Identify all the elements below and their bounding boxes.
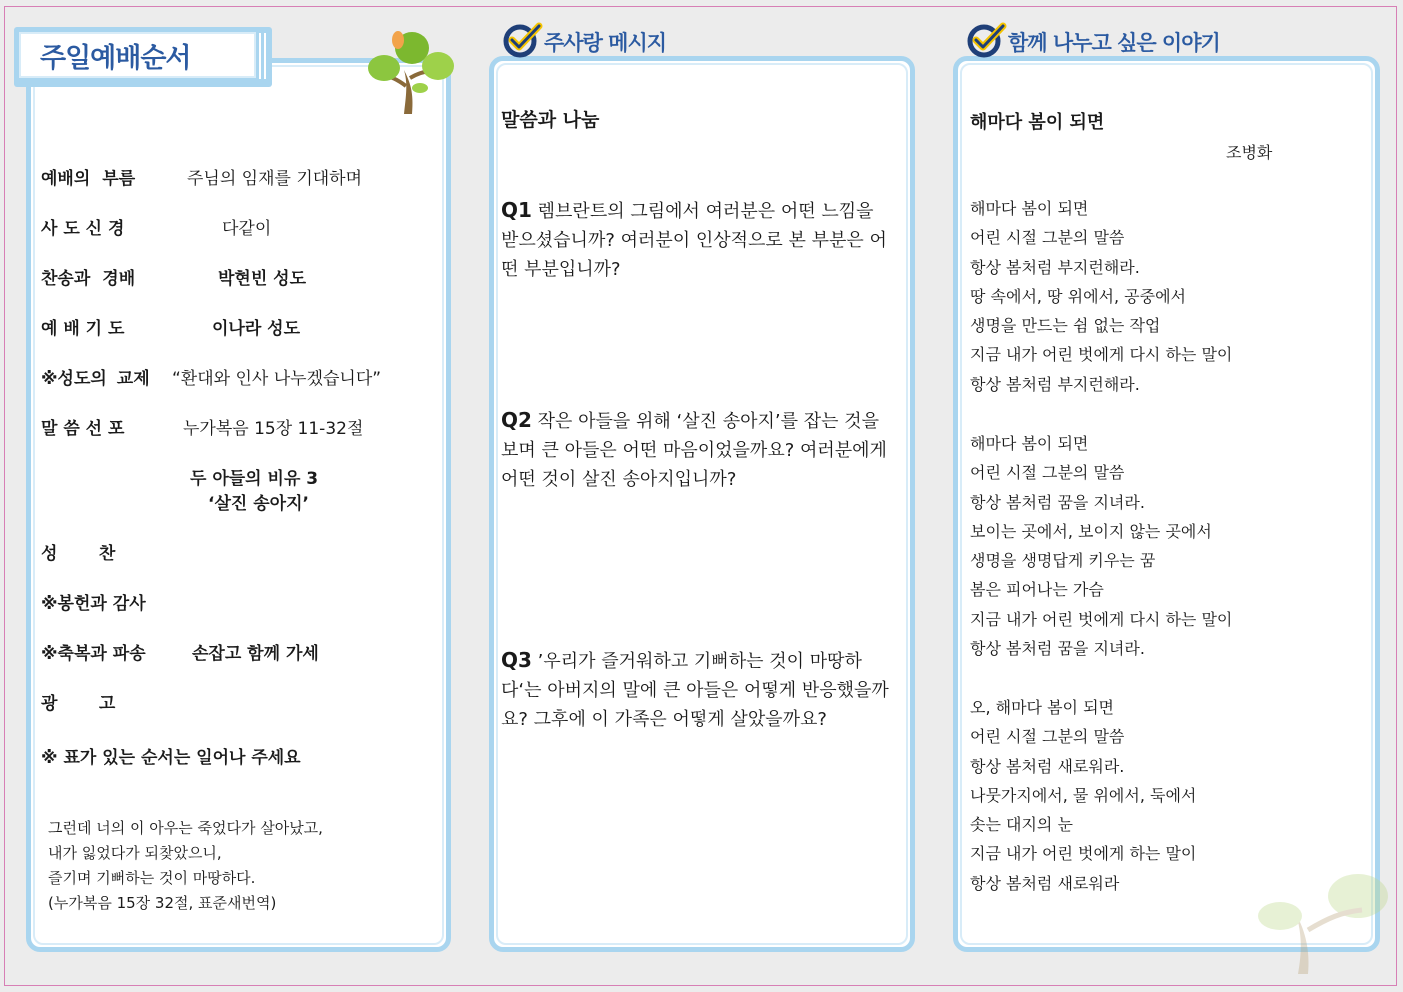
order-value: 손잡고 함께 가세: [192, 644, 319, 664]
poem-stanza: 오, 해마다 봄이 되면 어린 시절 그분의 말씀 항상 봄처럼 새로워라. 나뭇가지에서, 물 위에서, 둑에서 솟는 대지의 눈 지금 내가 어린 벗에게 하는 말이 항상 봄처럼 새로워라: [970, 698, 1197, 893]
order-value: 이나라 성도: [212, 319, 301, 339]
tree-icon: [364, 26, 456, 116]
scripture-verse: 그런데 너의 이 아우는 죽었다가 살아났고, 내가 잃었다가 되찾았으니, 즐기며 기뻐하는 것이 마땅하다. (누가복음 15장 32절, 표준새번역): [48, 819, 323, 912]
check-icon: [503, 22, 543, 58]
order-value: “환대와 인사 나누겠습니다”: [172, 369, 382, 389]
order-value: 다같이: [222, 219, 272, 239]
sermon-subtitle: ‘살진 송아지’: [208, 494, 309, 514]
poem-stanza: 해마다 봄이 되면 어린 시절 그분의 말씀 항상 봄처럼 꿈을 지녀라. 보이는 곳에서, 보이지 않는 곳에서 생명을 생명답게 키우는 꿈 봄은 피어나는 가슴 지금 내가 어린 벗에게 다시 하는 말이 항상 봄처럼 꿈을 지녀라.: [970, 434, 1233, 659]
order-item: 예 배 기 도: [41, 319, 125, 339]
order-item: ※축복과 파송: [41, 644, 146, 664]
story-header: 함께 나누고 싶은 이야기: [1008, 31, 1220, 55]
order-item: 찬송과 경배: [41, 269, 136, 289]
message-header: 주사랑 메시지: [544, 31, 667, 55]
order-item: ※성도의 교제: [41, 369, 150, 389]
order-item: 광 고: [41, 694, 116, 714]
order-value: 주님의 임재를 기대하며: [187, 169, 363, 189]
worship-order-title: 주일예배순서: [40, 43, 191, 74]
question-q3: Q3 ’우리가 즐거워하고 기뻐하는 것이 마땅하다‘는 아버지의 말에 큰 아들은 어떻게 반응했을까요? 그후에 이 가족은 어떻게 살았을까요?: [501, 648, 889, 730]
tree-watermark-icon: [1258, 862, 1392, 976]
question-q2: Q2 작은 아들을 위해 ‘살진 송아지’를 잡는 것을 보며 큰 아들은 어떤 마음이었을까요? 여러분에게 어떤 것이 살진 송아지입니까?: [501, 408, 887, 490]
poem-stanza: 해마다 봄이 되면 어린 시절 그분의 말씀 항상 봄처럼 부지런해라. 땅 속에서, 땅 위에서, 공중에서 생명을 만드는 쉼 없는 작업 지금 내가 어린 벗에게 다시 하는 말이 항상 봄처럼 부지런해라.: [970, 199, 1233, 394]
order-value: 박현빈 성도: [218, 269, 307, 289]
question-q1: Q1 렘브란트의 그림에서 여러분은 어떤 느낌을 받으셨습니까? 여러분이 인상적으로 본 부분은 어떤 부분입니까?: [501, 198, 887, 280]
poem-author: 조병화: [1226, 143, 1273, 162]
order-item: ※봉헌과 감사: [41, 594, 146, 614]
check-icon: [967, 22, 1007, 58]
order-item: 말 씀 선 포: [41, 419, 125, 439]
stand-note: ※ 표가 있는 순서는 일어나 주세요: [41, 748, 301, 768]
sermon-title: 두 아들의 비유 3: [190, 469, 319, 489]
poem-title: 해마다 봄이 되면: [970, 112, 1105, 133]
order-value: 누가복음 15장 11-32절: [183, 419, 364, 439]
order-item: 예배의 부름: [41, 169, 136, 189]
order-item: 성 찬: [41, 544, 116, 564]
message-panel: [489, 56, 915, 952]
order-item: 사 도 신 경: [41, 219, 125, 239]
section-heading: 말씀과 나눔: [501, 109, 600, 131]
worship-order-title-tab: [14, 27, 272, 87]
